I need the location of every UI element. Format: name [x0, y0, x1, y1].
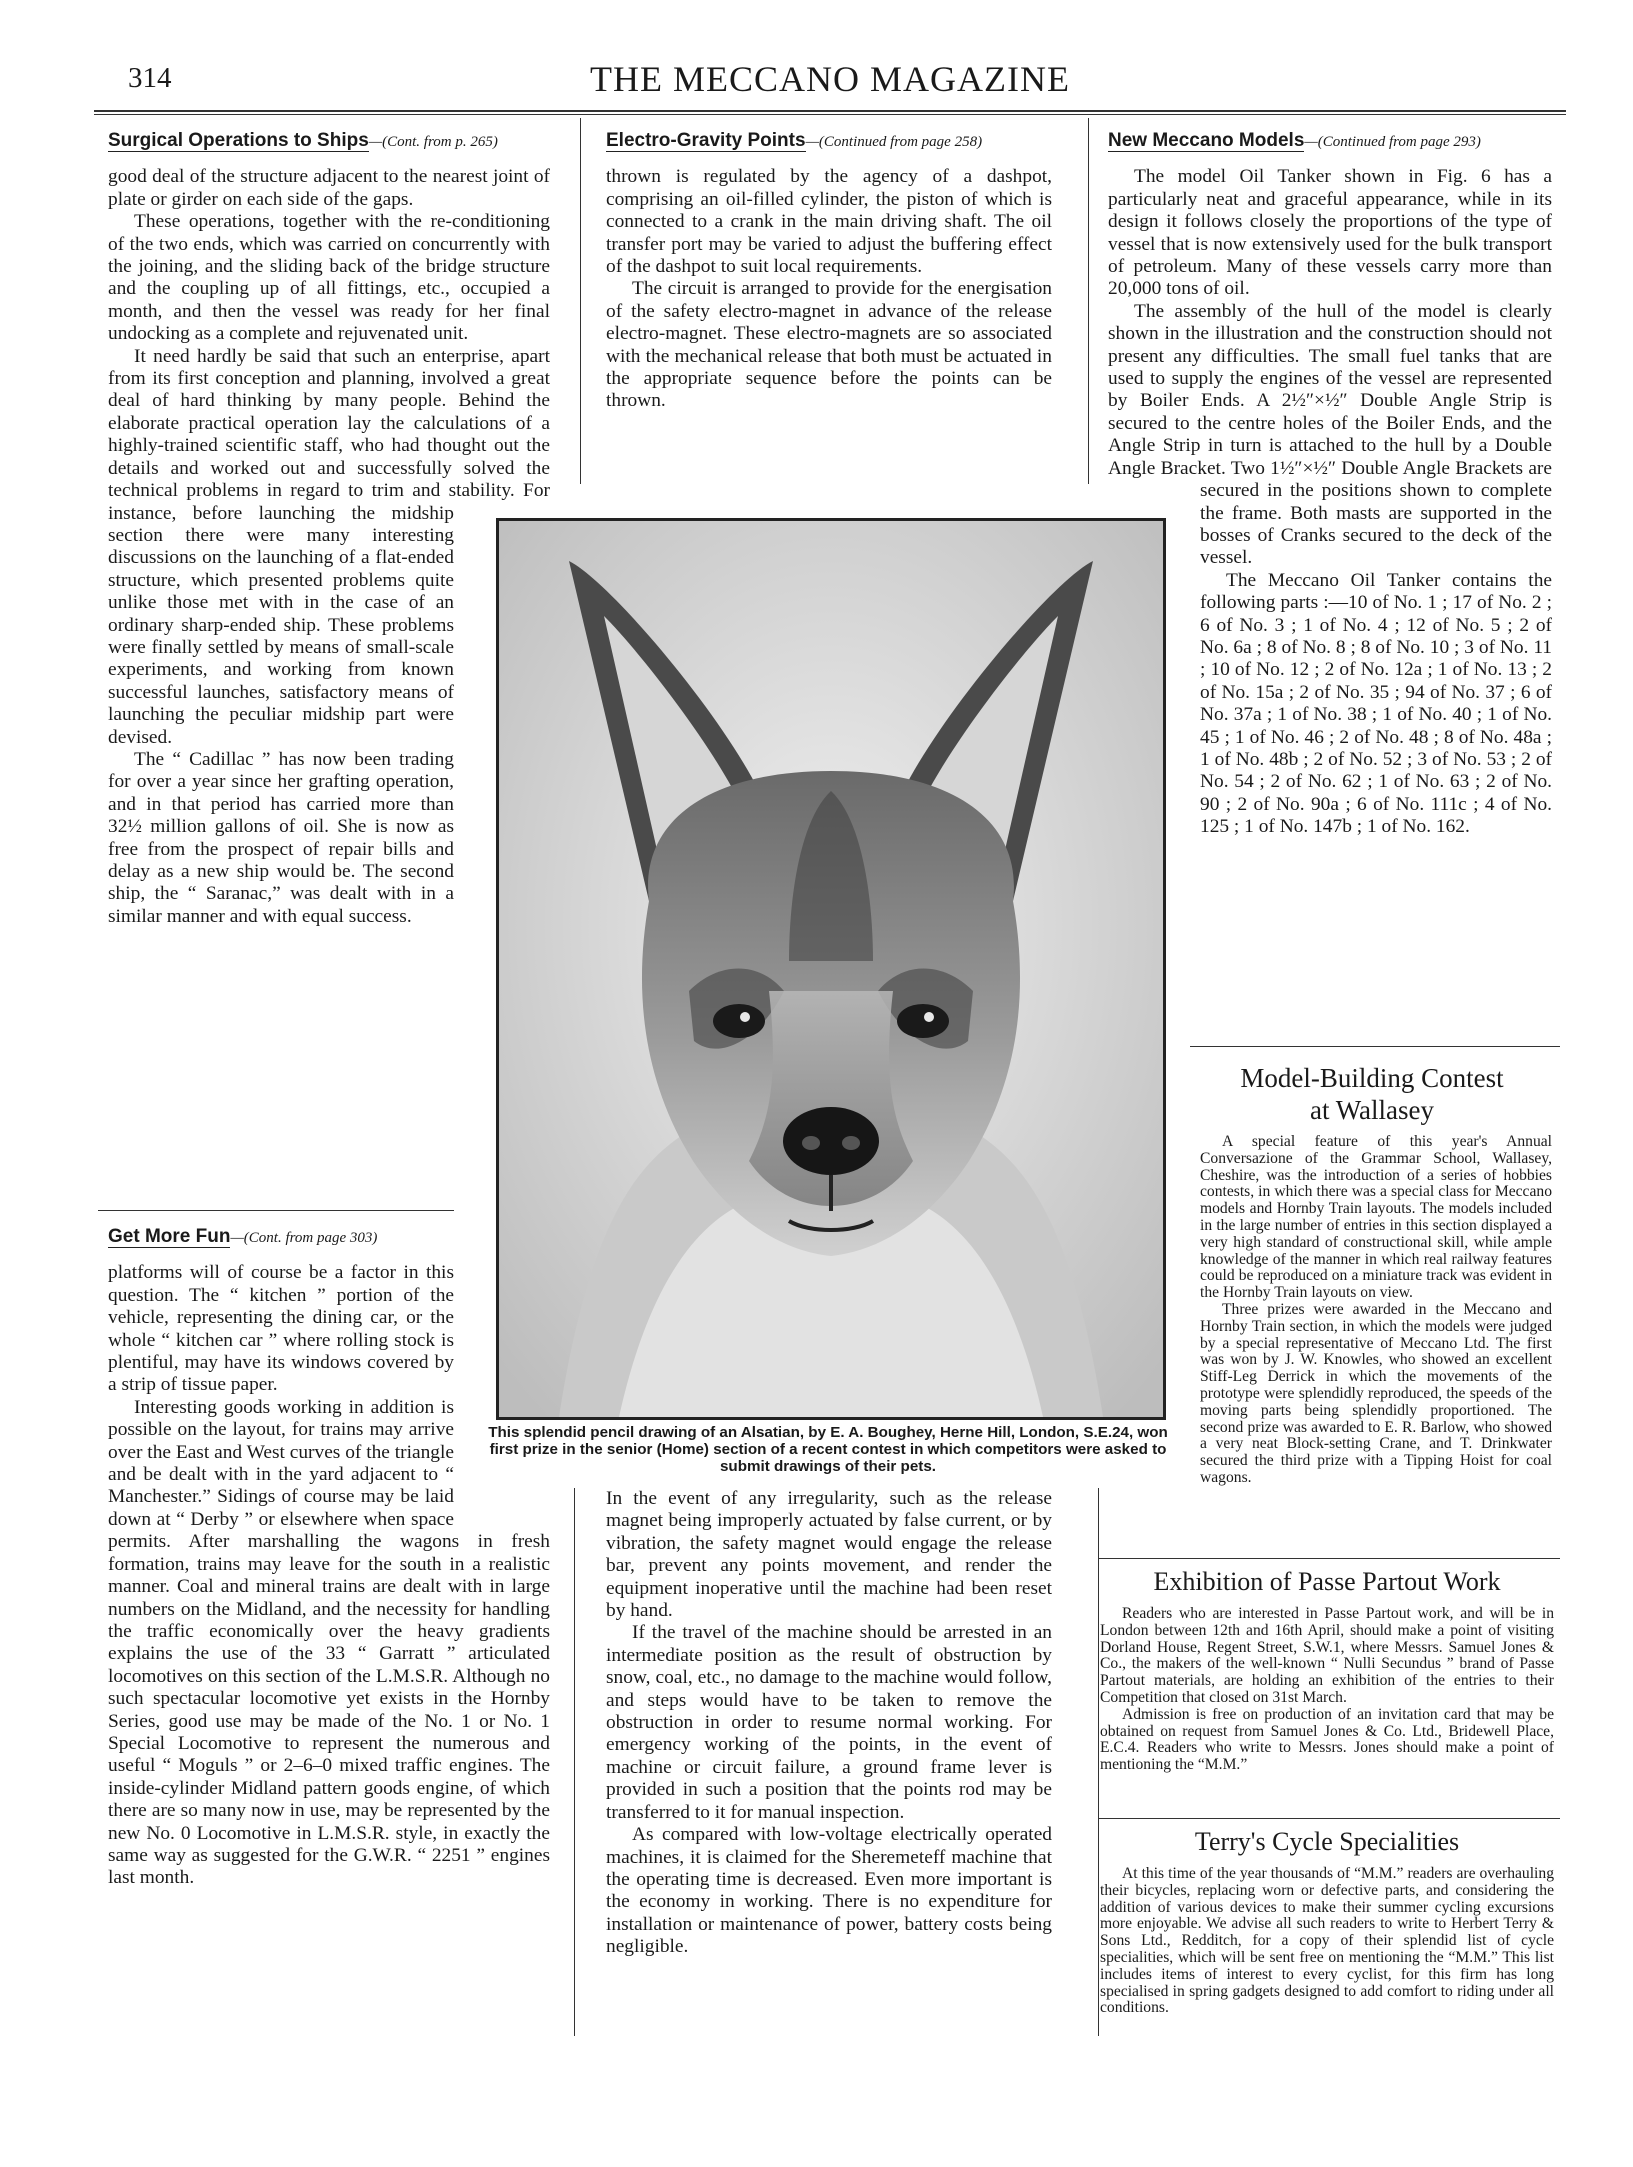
- paragraph: If the travel of the machine should be arrested in an intermediate position as the result of obstruction by snow, coal, etc., no damage to the machine would follow, and steps would have to be taken to remove the obstruction in order to resume normal working. For emergency working of the points, in the event of machine or circuit failure, a ground frame lever is provided in such a position that the points rod may be transferred to it for manual inspection.: [606, 1622, 1052, 1823]
- section-title: Get More Fun: [108, 1226, 231, 1247]
- column-middle-lower: [606, 1488, 1052, 1959]
- paragraph: The circuit is arranged to provide for the energisation of the safety electro-magnet in advance of the release electro-magnet. These electro-magnets are so associated with the mechanical release that both must be actuated in the appropriate sequence before the points can be thrown.: [606, 278, 1052, 412]
- contest-title-line2: at Wallasey: [1309, 1095, 1435, 1125]
- alsatian-drawing: [496, 518, 1166, 1420]
- column-right: [1108, 130, 1552, 1054]
- paragraph: A special feature of this year's Annual Conversazione of the Grammar School, Wallasey, Cheshire, was the introduction of a series of hobbies contests, in which there was a special class for Meccano models and Hornby Train layouts. The models included in the large number of entries in this section displayed a very high standard of constructional skill, while ample knowledge of the manner in which real railway features could be reproduced on a miniature track was evident in the Hornby Train layouts on view.: [1200, 1133, 1552, 1302]
- contest-notice: [1108, 1062, 1552, 1554]
- figure-wrap-spacer: [1108, 496, 1200, 1054]
- figure-caption: This splendid pencil drawing of an Alsatian, by E. A. Boughey, Herne Hill, London, S.E.24, won first prize in the senior (Home) section of a recent contest in which competitors were asked to submit drawings of their pets.: [488, 1424, 1168, 1475]
- section-rule: [1190, 1046, 1560, 1047]
- terry-notice: [1100, 1826, 1554, 2017]
- paragraph: In the event of any irregularity, such as the release magnet being improperly actuated by false current, or by vibration, the safety magnet would engage the release bar, prevent any points movement, and render the equipment inoperative until the machine had been reset by hand.: [606, 1488, 1052, 1622]
- paragraph: Readers who are interested in Passe Partout work, and will be in London between 12th and 16th April, should make a point of visiting Dorland House, Regent Street, S.W.1, where Messrs. Samuel Jones & Co., the makers of the well-known “ Nulli Secundus ” brand of Passe Partout materials, are holding an exhibition of the entries to their Competition that closed on 31st March.: [1100, 1605, 1554, 1706]
- section-title: Electro-Gravity Points: [606, 130, 806, 151]
- header-rule-thin: [94, 114, 1566, 115]
- section-title: Surgical Operations to Ships: [108, 130, 369, 151]
- section-heading-points: [606, 130, 1052, 156]
- continued-note: —(Continued from page 293): [1304, 134, 1481, 150]
- paragraph: The model Oil Tanker shown in Fig. 6 has a particularly neat and graceful appearance, while in its design it follows closely the proportions of the type of vessel that is now extensively used for the bulk transport of petroleum. Many of these vessels carry more than 20,000 tons of oil.: [1108, 166, 1552, 300]
- figure-wrap-spacer: [1108, 1134, 1200, 1554]
- terry-title: Terry's Cycle Specialities: [1194, 1827, 1460, 1856]
- section-heading-surgical: [108, 130, 550, 156]
- section-rule: [98, 1210, 454, 1211]
- paragraph: It need hardly be said that such an enterprise, apart from its first conception and planning, involved a great deal of hard thinking by many people. Behind the elaborate practical operation lay the calculations of a highly-trained scientific staff, who had thought out the details and worked out and successfully solved the technical problems in regard to trim and stability. For instance, before launching the midship section there were many interesting discussions on the launching of a flat-ended structure, which presented problems quite unlike those met with in the case of an ordinary sharp-ended ship. These problems were finally settled by means of small-scale experiments, and working from known successful launches, satisfactory means of launching the peculiar midship part were devised.: [108, 345, 550, 748]
- page-number: 314: [128, 62, 172, 94]
- continued-note: —(Continued from page 258): [805, 134, 983, 150]
- section-rule: [1098, 1818, 1560, 1819]
- column-left-lower: [108, 1226, 550, 1890]
- contest-title: [1108, 1062, 1552, 1126]
- column-divider-left: [580, 118, 581, 484]
- paragraph: thrown is regulated by the agency of a dashpot, comprising an oil-filled cylinder, the piston of which is connected to a crank in the main driving shaft. The oil transfer port may be varied to adjust the buffering effect of the dashpot to suit local requirements.: [606, 166, 1052, 278]
- contest-title-line1: Model-Building Contest: [1240, 1063, 1504, 1093]
- section-title: New Meccano Models: [1108, 130, 1305, 151]
- dog-portrait-icon: [499, 521, 1163, 1417]
- paragraph: Interesting goods working in addition is possible on the layout, for trains may arrive over the East and West curves of the triangle and be dealt with in the yard adjacent to “ Manchester.” Sidings of course may be laid down at “ Derby ” or elsewhere when space permits. After marshalling the wagons in fresh formation, trains may leave for the south in a realistic manner. Coal and mineral trains are dealt with in large numbers on the Midland, and the necessity for handling the traffic economically over the heavy gradients explains the use of the 33 “ Garratt ” articulated locomotives on this section of the L.M.S.R. Although no such spectacular locomotive yet exists in the Hornby Series, good use may be made of the No. 1 or No. 1 Special Locomotive to represent the numerous and useful “ Moguls ” or 2–6–0 mixed traffic engines. The inside-cylinder Midland pattern goods engine, of which there are so many now in use, may be represented by the new No. 0 Locomotive in L.M.S.R. style, in exactly the same way as suggested for the G.W.R. “ 2251 ” engines last month.: [108, 1396, 550, 1889]
- paragraph: These operations, together with the re-conditioning of the two ends, which was carried on concurrently with the joining, and the sliding back of the bridge structure and the coupling up of all fittings, etc., occupied a month, and then the vessel was ready for her final undocking as a complete and rejuvenated unit.: [108, 211, 550, 345]
- paragraph: The Meccano Oil Tanker contains the following parts :—10 of No. 1 ; 17 of No. 2 ; 6 of No. 3 ; 1 of No. 4 ; 12 of No. 5 ; 2 of No. 6a ; 8 of No. 8 ; 8 of No. 10 ; 3 of No. 11 ; 10 of No. 12 ; 2 of No. 12a ; 1 of No. 13 ; 2 of No. 15a ; 2 of No. 35 ; 94 of No. 37 ; 6 of No. 37a ; 1 of No. 38 ; 1 of No. 40 ; 1 of No. 45 ; 1 of No. 46 ; 2 of No. 48 ; 8 of No. 48a ; 1 of No. 48b ; 2 of No. 52 ; 3 of No. 53 ; 2 of No. 54 ; 2 of No. 62 ; 1 of No. 63 ; 2 of No. 90 ; 2 of No. 90a ; 6 of No. 111c ; 4 of No. 125 ; 1 of No. 147b ; 1 of No. 162.: [1200, 569, 1552, 838]
- column-divider-right: [1088, 118, 1089, 484]
- paragraph: good deal of the structure adjacent to the nearest joint of plate or girder on each side of the gaps.: [108, 166, 550, 210]
- paragraph: platforms will of course be a factor in this question. The “ kitchen ” portion of the vehicle, representing the dining car, or the whole “ kitchen car ” where rolling stock is plentiful, may have its windows covered by a strip of tissue paper.: [108, 1262, 454, 1396]
- passe-partout-notice: [1100, 1566, 1554, 1774]
- paragraph: The “ Cadillac ” has now been trading for over a year since her grafting operation, and in that period has carried more than 32½ million gallons of oil. She is now as free from the prospect of repair bills and delay as a new ship would be. The second ship, the “ Saranac,” was dealt with in a similar manner and with equal success.: [108, 748, 454, 927]
- column-middle: [606, 130, 1052, 413]
- continued-note: —(Cont. from p. 265): [368, 134, 498, 150]
- paragraph: As compared with low-voltage electrically operated machines, it is claimed for the Sheremeteff machine that the operating time is decreased. Even more important is the economy in working. There is no expenditure for installation or maintenance of power, battery costs being negligible.: [606, 1824, 1052, 1958]
- magazine-title: THE MECCANO MAGAZINE: [590, 59, 1070, 99]
- passe-partout-title: Exhibition of Passe Partout Work: [1153, 1567, 1501, 1596]
- paragraph: Admission is free on production of an invitation card that may be obtained on request from Samuel Jones & Co. Ltd., Bridewell Place, E.C.4. Readers who write to Messrs. Jones should make a point of mentioning the “M.M.”: [1100, 1705, 1554, 1774]
- column-divider-left-lower: [574, 1488, 575, 2036]
- section-rule: [1098, 1558, 1560, 1559]
- header-rule: [94, 110, 1566, 112]
- section-heading-models: [1108, 130, 1552, 156]
- continued-note: —(Cont. from page 303): [230, 1230, 378, 1246]
- column-divider-right-lower: [1098, 1488, 1099, 2036]
- paragraph: At this time of the year thousands of “M.M.” readers are overhauling their bicycles, replacing worn or defective parts, and considering the addition of various devices to make their summer cycling excursions more enjoyable. We advise all such readers to write to Herbert Terry & Sons Ltd., Redditch, for a copy of their splendid list of cycle specialities, which will be sent free on mentioning the “M.M.” This list includes items of interest to every cyclist, for this firm has long specialised in spring gadgets designed to add comfort to riding under all conditions.: [1100, 1865, 1554, 2017]
- paragraph: The assembly of the hull of the model is clearly shown in the illustration and the construction should not present any difficulties. The small fuel tanks that are used to supply the engines of the vessel are represented by Boiler Ends. A 2½″×½″ Double Angle Strip is secured to the centre holes of the Boiler Ends, and the Angle Strip in turn is attached to the hull by a Double Angle Bracket. Two 1½″×½″ Double Angle Brackets are secured in the positions shown to complete the frame. Both masts are supported in the bosses of Cranks secured to the deck of the vessel.: [1108, 300, 1552, 569]
- paragraph: Three prizes were awarded in the Meccano and Hornby Train section, in which the models were judged by a special representative of Meccano Ltd. The first was won by J. W. Knowles, who showed an excellent Stiff-Leg Derrick in which the movements of the prototype were splendidly reproduced, the speeds of the moving parts being splendidly proportioned. The second prize was awarded to E. R. Barlow, who showed a very neat Block-setting Crane, and T. Drinkwater secured the third prize with a Tipping Hoist for coal wagons.: [1200, 1300, 1552, 1486]
- section-heading-fun: [108, 1226, 550, 1252]
- column-left: [108, 130, 550, 1218]
